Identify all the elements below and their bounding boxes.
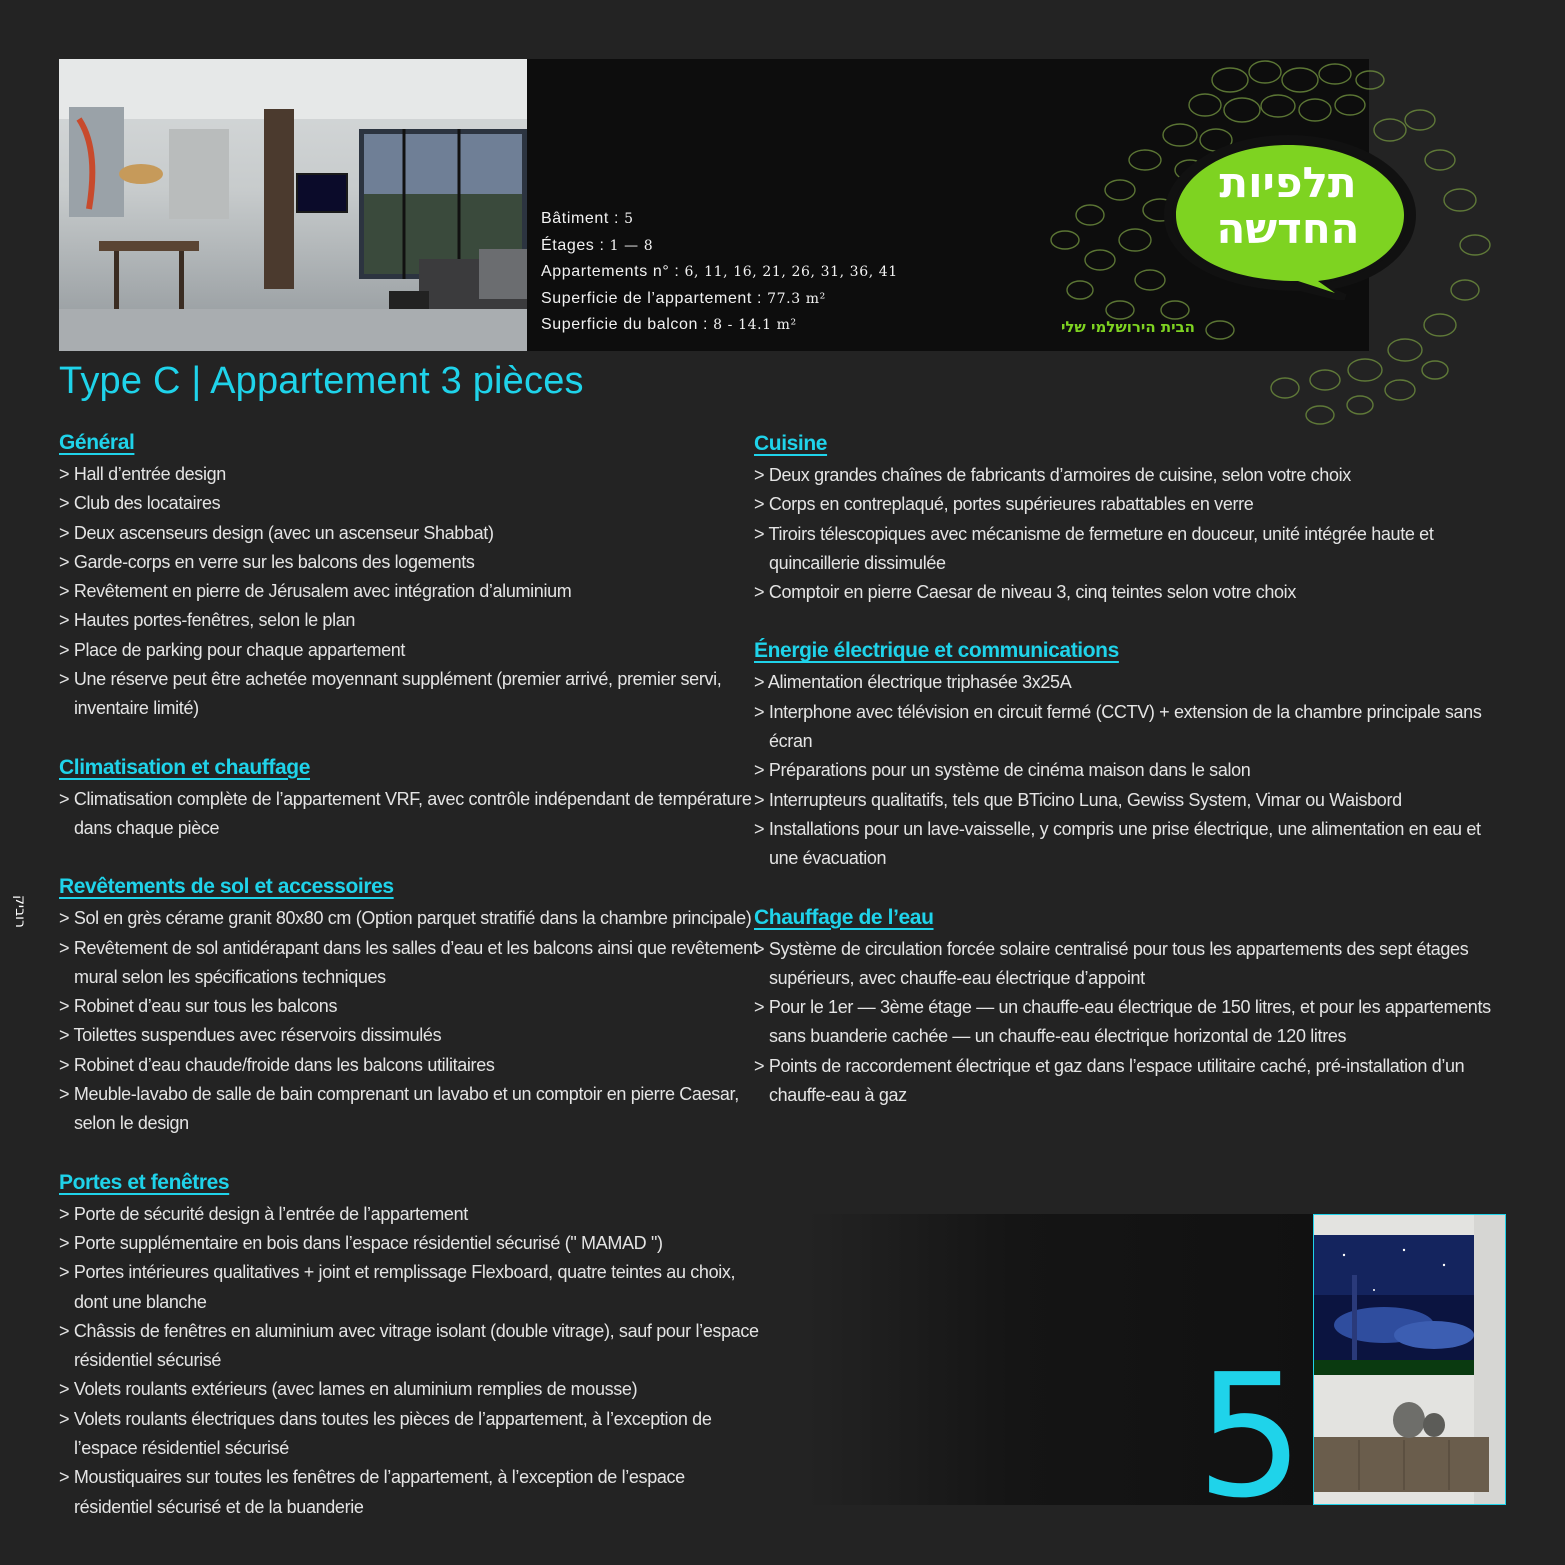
feature-list: [59, 460, 759, 724]
feature-item: > Interrupteurs qualitatifs, tels que BTicino Luna, Gewiss System, Vimar ou Waisbord: [754, 786, 1514, 815]
spec-apartment-area: Superficie de l’appartement : 77.3 m²: [541, 289, 826, 307]
feature-item: > Pour le 1er — 3ème étage — un chauffe-eau électrique de 150 litres, et pour les appartements sans buanderie cachée — un chauffe-eau électrique horizontal de 120 litres: [754, 993, 1514, 1052]
feature-item: > Toilettes suspendues avec réservoirs dissimulés: [59, 1021, 759, 1050]
feature-list: [754, 461, 1514, 607]
feature-item: > Système de circulation forcée solaire centralisé pour tous les appartements des sept étages supérieurs, avec chauffe-eau électrique d’appoint: [754, 935, 1514, 994]
section: [754, 636, 1514, 873]
feature-item: > Sol en grès cérame granit 80x80 cm (Option parquet stratifié dans la chambre principale): [59, 904, 759, 933]
feature-item: > Alimentation électrique triphasée 3x25A: [754, 668, 1514, 697]
section-heading: Climatisation et chauffage: [59, 755, 310, 779]
section-heading: Portes et fenêtres: [59, 1170, 230, 1194]
feature-item: > Hautes portes-fenêtres, selon le plan: [59, 606, 759, 635]
spec-floors: Étages : 1 — 8: [541, 236, 654, 254]
feature-item: > Préparations pour un système de cinéma maison dans le salon: [754, 756, 1514, 785]
feature-list: [754, 935, 1514, 1111]
feature-item: > Points de raccordement électrique et gaz dans l’espace utilitaire caché, pré-installation d’un chauffe-eau à gaz: [754, 1052, 1514, 1111]
feature-item: > Robinet d’eau chaude/froide dans les balcons utilitaires: [59, 1051, 759, 1080]
section-heading: Revêtements de sol et accessoires: [59, 875, 394, 899]
section-heading: Énergie électrique et communications: [754, 639, 1119, 663]
section: [59, 753, 759, 844]
feature-item: > Porte de sécurité design à l’entrée de l’appartement: [59, 1200, 759, 1229]
feature-item: > Corps en contreplaqué, portes supérieures rabattables en verre: [754, 490, 1514, 519]
feature-item: > Volets roulants électriques dans toutes les pièces de l’appartement, à l’exception de l’espace résidentiel sécurisé: [59, 1405, 759, 1464]
feature-item: > Châssis de fenêtres en aluminium avec vitrage isolant (double vitrage), sauf pour l’espace résidentiel sécurisé: [59, 1317, 759, 1376]
spec-building: Bâtiment : 5: [541, 210, 634, 227]
spec-balcony-area: Superficie du balcon : 8 - 14.1 m²: [541, 316, 797, 333]
feature-item: > Volets roulants extérieurs (avec lames en aluminium remplies de mousse): [59, 1375, 759, 1404]
logo-line-2: החדשה: [1216, 204, 1360, 253]
side-brand-logo: רוביק: [12, 895, 28, 928]
feature-item: > Comptoir en pierre Caesar de niveau 3, cinq teintes selon votre choix: [754, 578, 1514, 607]
feature-item: > Club des locataires: [59, 489, 759, 518]
specs-block: [541, 206, 898, 339]
feature-item: > Garde-corps en verre sur les balcons des logements: [59, 548, 759, 577]
feature-list: [59, 904, 759, 1138]
feature-item: > Meuble-lavabo de salle de bain comprenant un lavabo et un comptoir en pierre Caesar, selon le design: [59, 1080, 759, 1139]
page-number: 5: [1196, 1338, 1305, 1536]
feature-list: [59, 785, 759, 844]
feature-item: > Deux grandes chaînes de fabricants d’armoires de cuisine, selon votre choix: [754, 461, 1514, 490]
section: [59, 1168, 759, 1522]
spec-apartments: Appartements n° : 6, 11, 16, 21, 26, 31, 36, 41: [541, 263, 898, 280]
feature-item: > Portes intérieures qualitatives + joint et remplissage Flexboard, quatre teintes au choix, dont une blanche: [59, 1258, 759, 1317]
interior-render-photo: [59, 59, 527, 351]
feature-list: [754, 668, 1514, 873]
logo-wordmark: [1178, 160, 1398, 252]
section-heading: Général: [59, 431, 135, 454]
feature-item: > Hall d’entrée design: [59, 460, 759, 489]
section-heading: Chauffage de l’eau: [754, 905, 934, 929]
section: [59, 428, 759, 724]
section-heading: Cuisine: [754, 432, 828, 455]
feature-item: > Revêtement de sol antidérapant dans les salles d’eau et les balcons ainsi que revêtement mural selon les spécifications techniques: [59, 934, 759, 993]
section: [59, 872, 759, 1138]
left-column: [59, 428, 759, 1551]
feature-item: > Installations pour un lave-vaisselle, y compris une prise électrique, une alimentation en eau et une évacuation: [754, 815, 1514, 874]
page-title: Type C | Appartement 3 pièces: [59, 360, 584, 402]
right-column: [754, 429, 1514, 1139]
logo-tagline: הבית הירושלמי שלי: [1060, 318, 1195, 336]
section: [754, 429, 1514, 607]
feature-item: > Tiroirs télescopiques avec mécanisme de fermeture en douceur, unité intégrée haute et quincaillerie dissimulée: [754, 520, 1514, 579]
feature-item: > Robinet d’eau sur tous les balcons: [59, 992, 759, 1021]
feature-item: > Climatisation complète de l’appartement VRF, avec contrôle indépendant de température dans chaque pièce: [59, 785, 759, 844]
feature-item: > Porte supplémentaire en bois dans l’espace résidentiel sécurisé (" MAMAD "): [59, 1229, 759, 1258]
feature-list: [59, 1200, 759, 1522]
feature-item: > Place de parking pour chaque appartement: [59, 636, 759, 665]
feature-item: > Deux ascenseurs design (avec un ascenseur Shabbat): [59, 519, 759, 548]
feature-item: > Une réserve peut être achetée moyennant supplément (premier arrivé, premier servi, inventaire limité): [59, 665, 759, 724]
tv-wall-render-photo: [1313, 1214, 1506, 1505]
feature-item: > Revêtement en pierre de Jérusalem avec intégration d’aluminium: [59, 577, 759, 606]
feature-item: > Interphone avec télévision en circuit fermé (CCTV) + extension de la chambre principale sans écran: [754, 698, 1514, 757]
logo-line-1: תלפיות: [1219, 158, 1357, 207]
section: [754, 903, 1514, 1111]
feature-item: > Moustiquaires sur toutes les fenêtres de l’appartement, à l’exception de l’espace résidentiel sécurisé et de la buanderie: [59, 1463, 759, 1522]
